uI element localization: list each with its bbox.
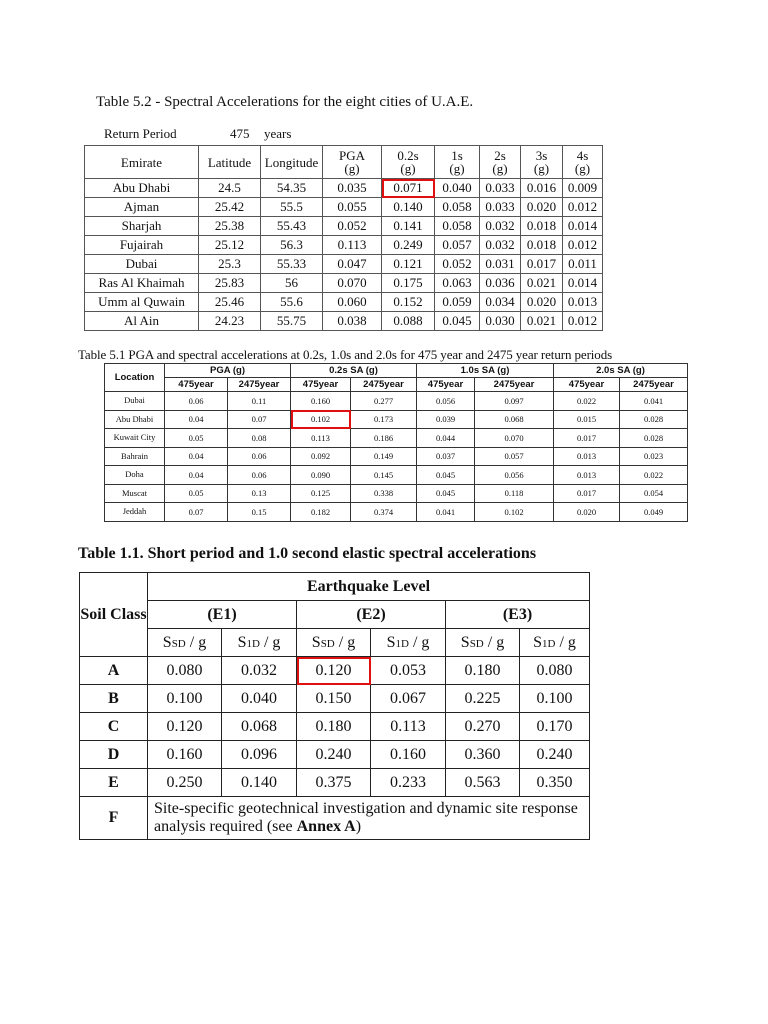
table-cell: 0.063 [435,274,480,293]
table-cell: 0.047 [323,255,382,274]
table-cell: 0.182 [291,503,351,522]
table-cell: 0.044 [417,429,475,448]
table-cell: 0.141 [382,217,435,236]
header-level-e2: (E2) [297,601,446,629]
table-row [80,713,590,741]
table-cell: 55.33 [261,255,323,274]
table-cell: 0.088 [382,312,435,331]
header-symbol: S [460,633,470,651]
table-cell: Ras Al Khaimah [85,274,199,293]
table-cell: Fujairah [85,236,199,255]
header-symbol: S [386,633,396,651]
table-cell: 0.102 [475,503,554,522]
table-5-1 [104,363,688,522]
table-cell: 0.022 [620,466,688,485]
table-cell: 0.080 [148,657,222,685]
header-subscript: 1D [246,637,260,650]
table-cell: 25.3 [199,255,261,274]
header-level-e1: (E1) [148,601,297,629]
table-level-header-row [80,573,590,601]
table-cell: 0.035 [323,179,382,198]
table-cell: 0.186 [351,429,417,448]
table-cell: 0.012 [563,198,603,217]
table-columns-row [80,629,590,657]
table-cell: 24.5 [199,179,261,198]
header-1s-label: 1s [451,148,463,163]
header-4s-unit: (g) [574,161,591,176]
table-5-2 [84,145,603,331]
table-row [80,685,590,713]
header-0-2s-unit: (g) [400,161,416,176]
table-cell: 0.012 [563,236,603,255]
table-cell: 0.277 [351,392,417,411]
soil-class-cell: B [80,685,148,713]
table-cell: 0.014 [563,274,603,293]
table-cell: 0.032 [222,657,297,685]
header-emirate: Emirate [85,146,199,179]
table-cell: 0.150 [297,685,371,713]
table-cell: 0.033 [480,198,521,217]
table-cell: 0.160 [291,392,351,411]
table-cell: 0.05 [165,429,228,448]
table-group-header-row [105,364,688,378]
table-cell: 0.173 [351,410,417,429]
table-cell: 0.113 [323,236,382,255]
header-s1d [371,629,446,657]
header-3s-unit: (g) [533,161,550,176]
table-cell: 0.249 [382,236,435,255]
table-cell: 0.06 [228,466,291,485]
header-s1d [222,629,297,657]
table-cell: 0.033 [480,179,521,198]
table-cell: 0.097 [475,392,554,411]
header-subscript: SD [320,637,335,650]
table-cell: 0.023 [620,447,688,466]
header-pga-unit: (g) [344,161,360,176]
table-cell: 0.096 [222,741,297,769]
table-cell: 0.240 [520,741,590,769]
table-cell: 0.140 [222,769,297,797]
sub-header: 475year [291,378,351,392]
header-group-2-0s: 2.0s SA (g) [554,364,688,378]
table-cell: 0.058 [435,198,480,217]
table-cell: 0.057 [475,447,554,466]
location-cell: Abu Dhabi [105,410,165,429]
sub-header: 2475year [228,378,291,392]
table-cell: 0.120 [148,713,222,741]
table-cell: 0.031 [480,255,521,274]
table-cell: 0.140 [382,198,435,217]
table-cell: 0.032 [480,236,521,255]
table-cell: 0.028 [620,410,688,429]
header-unit: / g [185,633,207,651]
table-1-1 [79,572,590,840]
table-cell: 0.090 [291,466,351,485]
header-2s [480,146,521,179]
table-cell: 0.045 [417,484,475,503]
table-cell: 0.070 [323,274,382,293]
return-period-line [104,126,291,142]
table-cell: 0.058 [435,217,480,236]
table-row [105,484,688,503]
location-cell: Muscat [105,484,165,503]
sub-header: 475year [165,378,228,392]
header-unit: / g [483,633,505,651]
location-cell: Dubai [105,392,165,411]
table-cell: 0.041 [417,503,475,522]
table-row [85,312,603,331]
header-subscript: SD [171,637,186,650]
table-cell: 0.350 [520,769,590,797]
sub-header: 2475year [475,378,554,392]
note-annex: Annex A [296,818,356,835]
table-cell: 0.020 [521,198,563,217]
table-row [105,410,688,429]
table-cell: 0.041 [620,392,688,411]
table-cell: 0.020 [554,503,620,522]
highlighted-cell: 0.120 [297,657,371,685]
table-cell: 0.13 [228,484,291,503]
table-levels-row [80,601,590,629]
soil-class-cell: E [80,769,148,797]
return-period-label: Return Period [104,126,177,141]
header-unit: / g [555,633,576,651]
table-cell: 0.04 [165,466,228,485]
header-soil-class: Soil Class [80,573,148,657]
table-cell: 0.250 [148,769,222,797]
table-cell: 0.15 [228,503,291,522]
table-row [80,657,590,685]
table-cell: 0.013 [554,466,620,485]
table-cell: 0.375 [297,769,371,797]
table-cell: 0.017 [521,255,563,274]
table-cell: 0.018 [521,236,563,255]
table-cell: 0.060 [323,293,382,312]
table-cell: 0.053 [371,657,446,685]
note-text: Site-specific geotechnical investigation and dynamic site response analysis required (see [154,800,578,835]
table-cell: 0.04 [165,410,228,429]
table-cell: 0.015 [554,410,620,429]
table-cell: 0.021 [521,274,563,293]
header-group-0-2s: 0.2s SA (g) [291,364,417,378]
header-ssd [148,629,222,657]
header-s1d [520,629,590,657]
header-2s-label: 2s [494,148,506,163]
table-5-1-title: Table 5.1 PGA and spectral accelerations at 0.2s, 1.0s and 2.0s for 475 year and 2475 year return periods [78,347,613,362]
table-cell: 0.032 [480,217,521,236]
table-cell: Umm al Quwain [85,293,199,312]
table-cell: 0.055 [323,198,382,217]
header-group-1-0s: 1.0s SA (g) [417,364,554,378]
table-cell: 0.045 [435,312,480,331]
header-location: Location [105,364,165,392]
table-cell: 0.100 [148,685,222,713]
table-cell: 0.113 [371,713,446,741]
table-cell: 0.160 [148,741,222,769]
header-subscript: 1D [542,637,556,650]
table-cell: 0.225 [446,685,520,713]
table-cell: 0.121 [382,255,435,274]
sub-header: 2475year [351,378,417,392]
location-cell: Kuwait City [105,429,165,448]
table-cell: 55.6 [261,293,323,312]
table-row [80,797,590,840]
header-unit: / g [334,633,356,651]
table-row [85,293,603,312]
table-1-1-title: Table 1.1. Short period and 1.0 second elastic spectral accelerations [78,545,537,562]
header-level-e3: (E3) [446,601,590,629]
table-row [85,217,603,236]
header-2s-unit: (g) [492,161,508,176]
table-sub-header-row [105,378,688,392]
location-cell: Jeddah [105,503,165,522]
table-cell: 55.43 [261,217,323,236]
note-end: ) [355,818,362,835]
header-0-2s-label: 0.2s [397,148,419,163]
table-cell: 0.240 [297,741,371,769]
table-cell: 0.118 [475,484,554,503]
table-cell: 0.125 [291,484,351,503]
table-row [105,447,688,466]
table-5-2-title: Table 5.2 - Spectral Accelerations for the eight cities of U.A.E. [96,94,474,110]
return-period-unit: years [264,126,292,141]
table-cell: 0.067 [371,685,446,713]
table-cell: 54.35 [261,179,323,198]
table-cell: 24.23 [199,312,261,331]
soil-class-f-note [148,797,590,840]
soil-class-cell: C [80,713,148,741]
header-pga [323,146,382,179]
header-ssd [446,629,520,657]
table-cell: 55.5 [261,198,323,217]
header-3s [521,146,563,179]
header-earthquake-level: Earthquake Level [148,573,590,601]
soil-class-cell: D [80,741,148,769]
table-row [85,274,603,293]
table-cell: 0.052 [323,217,382,236]
sub-header: 2475year [620,378,688,392]
table-cell: 0.037 [417,447,475,466]
table-cell: 0.145 [351,466,417,485]
table-cell: 0.07 [165,503,228,522]
table-cell: 0.020 [521,293,563,312]
location-cell: Doha [105,466,165,485]
table-cell: 0.06 [228,447,291,466]
table-cell: 0.338 [351,484,417,503]
location-cell: Bahrain [105,447,165,466]
header-subscript: SD [469,637,484,650]
table-cell: 0.080 [520,657,590,685]
header-symbol: S [311,633,321,651]
table-cell: 0.009 [563,179,603,198]
table-cell: 0.049 [620,503,688,522]
table-cell: 0.563 [446,769,520,797]
table-cell: 0.11 [228,392,291,411]
table-cell: 0.040 [435,179,480,198]
table-cell: 0.011 [563,255,603,274]
table-cell: 0.100 [520,685,590,713]
sub-header: 475year [554,378,620,392]
table-cell: 0.059 [435,293,480,312]
sub-header: 475year [417,378,475,392]
table-cell: 0.05 [165,484,228,503]
header-0-2s [382,146,435,179]
table-cell: 0.039 [417,410,475,429]
table-row [85,236,603,255]
table-header-row [85,146,603,179]
table-cell: 0.08 [228,429,291,448]
header-symbol: S [533,633,542,651]
table-cell: Al Ain [85,312,199,331]
table-cell: 0.030 [480,312,521,331]
table-cell: 0.028 [620,429,688,448]
table-cell: 56.3 [261,236,323,255]
header-longitude: Longitude [261,146,323,179]
table-cell: 0.038 [323,312,382,331]
table-cell: 0.374 [351,503,417,522]
table-row [105,429,688,448]
table-cell: 0.152 [382,293,435,312]
table-cell: 0.017 [554,429,620,448]
table-cell: 0.04 [165,447,228,466]
table-row [85,198,603,217]
table-cell: 0.036 [480,274,521,293]
header-1s [435,146,480,179]
table-cell: 0.022 [554,392,620,411]
table-cell: 0.021 [521,312,563,331]
header-4s-label: 4s [576,148,589,163]
table-row [105,503,688,522]
table-cell: Abu Dhabi [85,179,199,198]
header-subscript: 1D [395,637,409,650]
header-4s [563,146,603,179]
table-cell: 0.012 [563,312,603,331]
soil-class-cell: A [80,657,148,685]
table-cell: 0.018 [521,217,563,236]
table-cell: 0.160 [371,741,446,769]
table-row [105,466,688,485]
table-cell: 0.040 [222,685,297,713]
soil-class-cell: F [80,797,148,840]
table-cell: 25.83 [199,274,261,293]
table-cell: 0.068 [222,713,297,741]
table-cell: 0.113 [291,429,351,448]
table-cell: 56 [261,274,323,293]
highlighted-cell: 0.071 [382,179,435,198]
table-cell: 25.38 [199,217,261,236]
table-cell: 0.057 [435,236,480,255]
table-cell: 0.360 [446,741,520,769]
table-cell: 0.014 [563,217,603,236]
header-unit: / g [408,633,430,651]
header-1s-unit: (g) [449,161,465,176]
header-symbol: S [237,633,247,651]
table-cell: 55.75 [261,312,323,331]
table-cell: 0.068 [475,410,554,429]
table-cell: 25.42 [199,198,261,217]
table-cell: 0.170 [520,713,590,741]
highlighted-cell: 0.102 [291,410,351,429]
header-ssd [297,629,371,657]
table-cell: 0.07 [228,410,291,429]
header-3s-label: 3s [535,148,548,163]
table-cell: 0.175 [382,274,435,293]
table-cell: 25.46 [199,293,261,312]
table-cell: 0.056 [417,392,475,411]
table-row [85,179,603,198]
table-row [105,392,688,411]
header-group-pga: PGA (g) [165,364,291,378]
table-cell: 0.056 [475,466,554,485]
table-cell: 0.034 [480,293,521,312]
table-row [80,741,590,769]
table-row [85,255,603,274]
header-unit: / g [259,633,281,651]
table-cell: 0.013 [554,447,620,466]
table-cell: 0.017 [554,484,620,503]
table-cell: 0.180 [297,713,371,741]
table-cell: 0.149 [351,447,417,466]
table-cell: 0.06 [165,392,228,411]
table-cell: 0.233 [371,769,446,797]
table-cell: 0.054 [620,484,688,503]
return-period-value: 475 [230,126,250,141]
table-cell: 0.092 [291,447,351,466]
table-cell: 25.12 [199,236,261,255]
table-cell: 0.045 [417,466,475,485]
table-cell: Dubai [85,255,199,274]
table-row [80,769,590,797]
table-cell: 0.180 [446,657,520,685]
table-cell: 0.013 [563,293,603,312]
header-symbol: S [162,633,172,651]
table-cell: Sharjah [85,217,199,236]
table-cell: 0.052 [435,255,480,274]
header-latitude: Latitude [199,146,261,179]
table-cell: 0.016 [521,179,563,198]
table-cell: 0.070 [475,429,554,448]
table-cell: 0.270 [446,713,520,741]
table-cell: Ajman [85,198,199,217]
header-pga-label: PGA [338,148,365,163]
